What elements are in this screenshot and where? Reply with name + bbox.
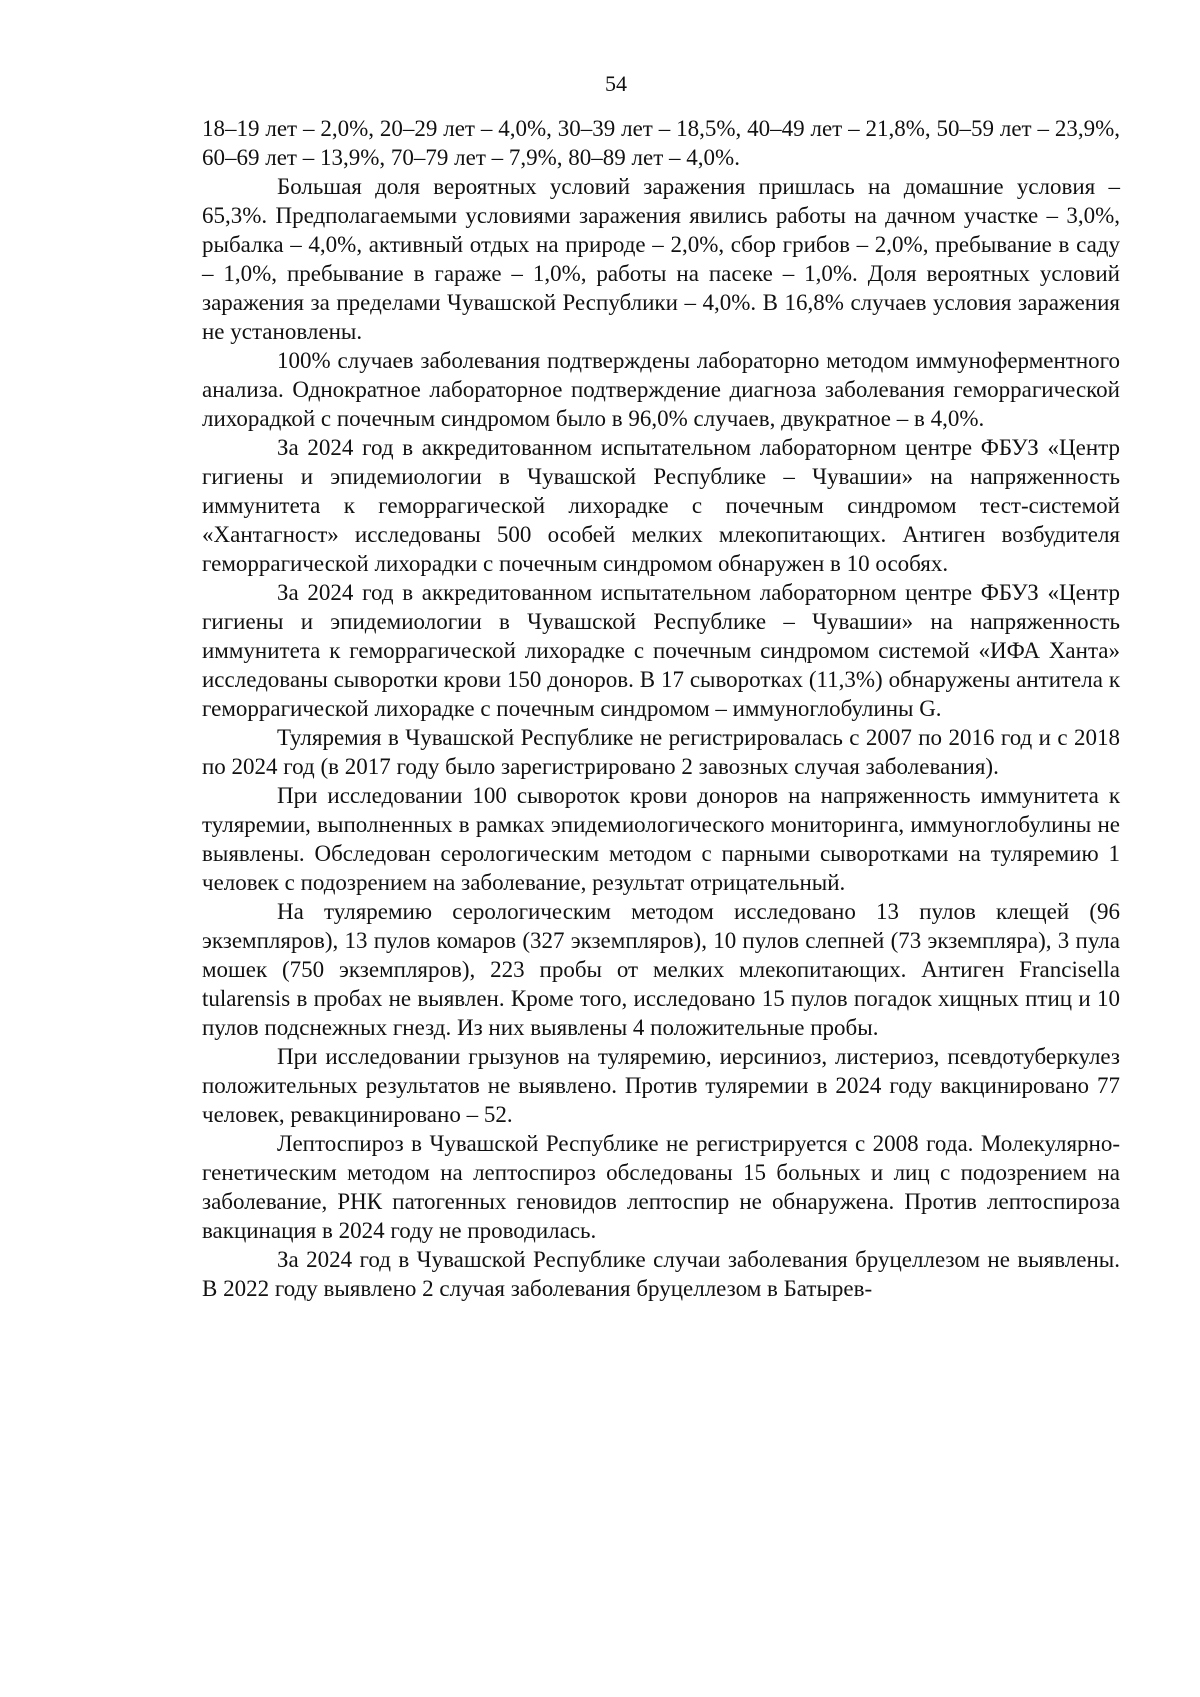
paragraph-brucellosis: За 2024 год в Чувашской Республике случаи заболевания бруцеллезом не выявлены. В 2022 году выявлено 2 случая заболевания бруцеллезом в Батырев- xyxy=(202,1247,1120,1301)
paragraph-leptospirosis: Лептоспироз в Чувашской Республике не регистрируется с 2008 года. Молекулярно-генетическим методом на лептоспироз обследованы 15 больных и лиц с подозрением на заболевание, РНК патогенных геновидов лептоспир не обнаружена. Против лептоспироза вакцинация в 2024 году не проводилась. xyxy=(202,1131,1120,1243)
paragraph-tularemia-registration: Туляремия в Чувашской Республике не регистрировалась с 2007 по 2016 год и с 2018 по 2024 год (в 2017 году было зарегистрировано 2 завозных случая заболевания). xyxy=(202,725,1120,779)
paragraph-lab-confirmation: 100% случаев заболевания подтверждены лабораторно методом иммуноферментного анализа. Однократное лабораторное подтверждение диагноза заболевания геморрагической лихорадкой с почечным синдромом было в 96,0% случаев, двукратное – в 4,0%. xyxy=(202,348,1120,431)
page-number: 54 xyxy=(605,71,627,96)
paragraph-tularemia-donor-study: При исследовании 100 сывороток крови доноров на напряженность иммунитета к туляремии, выполненных в рамках эпидемиологического мониторинга, иммуноглобулины не выявлены. Обследован серологическим методом с парными сыворотками на туляремию 1 человек с подозрением на заболевание, результат отрицательный. xyxy=(202,783,1120,895)
paragraph-rodent-infections: При исследовании грызунов на туляремию, иерсиниоз, листериоз, псевдотуберкулез положительных результатов не выявлено. Против туляремии в 2024 году вакцинировано 77 человек, ревакцинировано – 52. xyxy=(202,1044,1120,1127)
paragraph-rodent-testing: За 2024 год в аккредитованном испытательном лабораторном центре ФБУЗ «Центр гигиены и эпидемиологии в Чувашской Республике – Чувашии» на напряженность иммунитета к геморрагической лихорадке с почечным синдромом тест-системой «Хантагност» исследованы 500 особей мелких млекопитающих. Антиген возбудителя геморрагической лихорадки с почечным синдромом обнаружен в 10 особях. xyxy=(202,435,1120,576)
paragraph-infection-conditions: Большая доля вероятных условий заражения пришлась на домашние условия – 65,3%. Предполагаемыми условиями заражения явились работы на дачном участке – 3,0%, рыбалка – 4,0%, активный отдых на природе – 2,0%, сбор грибов – 2,0%, пребывание в саду – 1,0%, пребывание в гараже – 1,0%, работы на пасеке – 1,0%. Доля вероятных условий заражения за пределами Чувашской Республики – 4,0%. В 16,8% случаев условия заражения не установлены. xyxy=(202,174,1120,344)
paragraph-tularemia-vector-testing: На туляремию серологическим методом исследовано 13 пулов клещей (96 экземпляров), 13 пулов комаров (327 экземпляров), 10 пулов слепней (73 экземпляра), 3 пула мошек (750 экземпляров), 223 пробы от мелких млекопитающих. Антиген Francisella tularensis в пробах не выявлен. Кроме того, исследовано 15 пулов погадок хищных птиц и 10 пулов подснежных гнезд. Из них выявлены 4 положительные пробы. xyxy=(202,899,1120,1040)
paragraph-donor-serum-testing: За 2024 год в аккредитованном испытательном лабораторном центре ФБУЗ «Центр гигиены и эпидемиологии в Чувашской Республике – Чувашии» на напряженность иммунитета к геморрагической лихорадке с почечным синдромом системой «ИФА Ханта» исследованы сыворотки крови 150 доноров. В 17 сыворотках (11,3%) обнаружены антитела к геморрагической лихорадке с почечным синдромом – иммуноглобулины G. xyxy=(202,580,1120,721)
body-text xyxy=(202,114,1120,1303)
paragraph-age-distribution: 18–19 лет – 2,0%, 20–29 лет – 4,0%, 30–39 лет – 18,5%, 40–49 лет – 21,8%, 50–59 лет – 23,9%, 60–69 лет – 13,9%, 70–79 лет – 7,9%, 80–89 лет – 4,0%. xyxy=(202,116,1120,170)
